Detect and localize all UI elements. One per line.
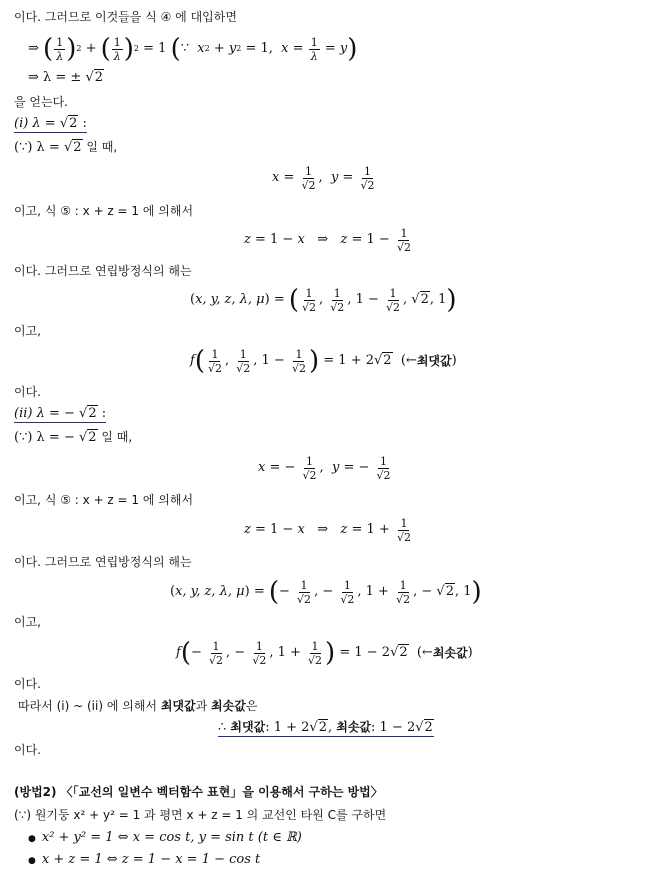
equation-line: x = − $\frac{1}{√2}$ , y = − $\frac{1}{√2}$ [258, 454, 391, 482]
text-line: 이다. 그러므로 이것들을 식 ④ 에 대입하면 [14, 10, 237, 24]
text-line: 이고, 식 ⑤ : x + z = 1 에 의해서 [14, 493, 194, 507]
text-line: 이다. [14, 677, 41, 691]
text-line: (∵) λ = √2 일 때, [14, 140, 118, 155]
equation-line: ( x, y, z, λ, μ ) = ( − $\frac{1}{√2}$ , − $\frac{1}{√2}$ , 1 + $\frac{1}{√2}$ , − √2 , 1 ) [170, 577, 482, 607]
equation-line: f ( $\frac{1}{√2}$ , $\frac{1}{√2}$ , 1 − $\frac{1}{√2}$ ) = 1 + 2 √2 (← 최댓값 ) [190, 346, 457, 376]
list-item: ● x² + y² = 1 ⇔ x = cos t, y = sin t (t ∈ ℝ) [28, 830, 302, 845]
conclusion-line: 따라서 (i) ~ (ii) 에 의해서 최댓값과 최솟값은 [18, 699, 258, 713]
case-heading: (ii) λ = − √2 : [14, 406, 107, 421]
text-line: 이다. 그러므로 연립방정식의 해는 [14, 264, 192, 278]
case-heading: (i) λ = √2 : [14, 116, 87, 131]
equation-line: ⇒ ( $\frac{1}{\lambda}$ ) 2 + ( $\frac{1}{\lambda}$ ) 2 = 1 ( ∵ x 2 + y 2 = 1, x = $\frac{1}{\lambda}$ = y ) [28, 34, 358, 64]
section-heading: (방법2) 〈「교선의 일변수 벡터함수 표현」을 이용해서 구하는 방법〉 [14, 785, 383, 799]
text-line: 을 얻는다. [14, 95, 68, 109]
text-line: 이고, 식 ⑤ : x + z = 1 에 의해서 [14, 204, 194, 218]
text-line: 이고, [14, 324, 41, 338]
text-line: (∵) λ = − √2 일 때, [14, 430, 133, 445]
text-line: 이다. [14, 385, 41, 399]
equation-line: ( x, y, z, λ, μ ) = ( $\frac{1}{√2}$ , $\frac{1}{√2}$ , 1 − $\frac{1}{√2}$ , √2 , 1 ) [190, 285, 457, 315]
text-line: 이다. [14, 743, 41, 757]
equation-line: z = 1 − x ⇒ z = 1 − $\frac{1}{√2}$ [244, 226, 411, 254]
text-line: (∵) 원기둥 x² + y² = 1 과 평면 x + z = 1 의 교선인 타원 C를 구하면 [14, 808, 387, 822]
text-line: 이고, [14, 615, 41, 629]
equation-line: z = 1 − x ⇒ z = 1 + $\frac{1}{√2}$ [244, 516, 411, 544]
equation-line: f ( − $\frac{1}{√2}$ , − $\frac{1}{√2}$ , 1 + $\frac{1}{√2}$ ) = 1 − 2 √2 (← 최솟값 ) [176, 638, 473, 668]
list-item: ● x + z = 1 ⇔ z = 1 − x = 1 − cos t [28, 852, 261, 867]
final-answer: ∴ 최댓값: 1 + 2√2, 최솟값: 1 − 2√2 [218, 720, 433, 735]
text-line: 이다. 그러므로 연립방정식의 해는 [14, 555, 192, 569]
because-symbol: ∵ [180, 41, 190, 56]
equation-line: ⇒ λ = ± √2 [28, 70, 104, 85]
equation-line: x = $\frac{1}{√2}$ , y = $\frac{1}{√2}$ [272, 164, 375, 192]
